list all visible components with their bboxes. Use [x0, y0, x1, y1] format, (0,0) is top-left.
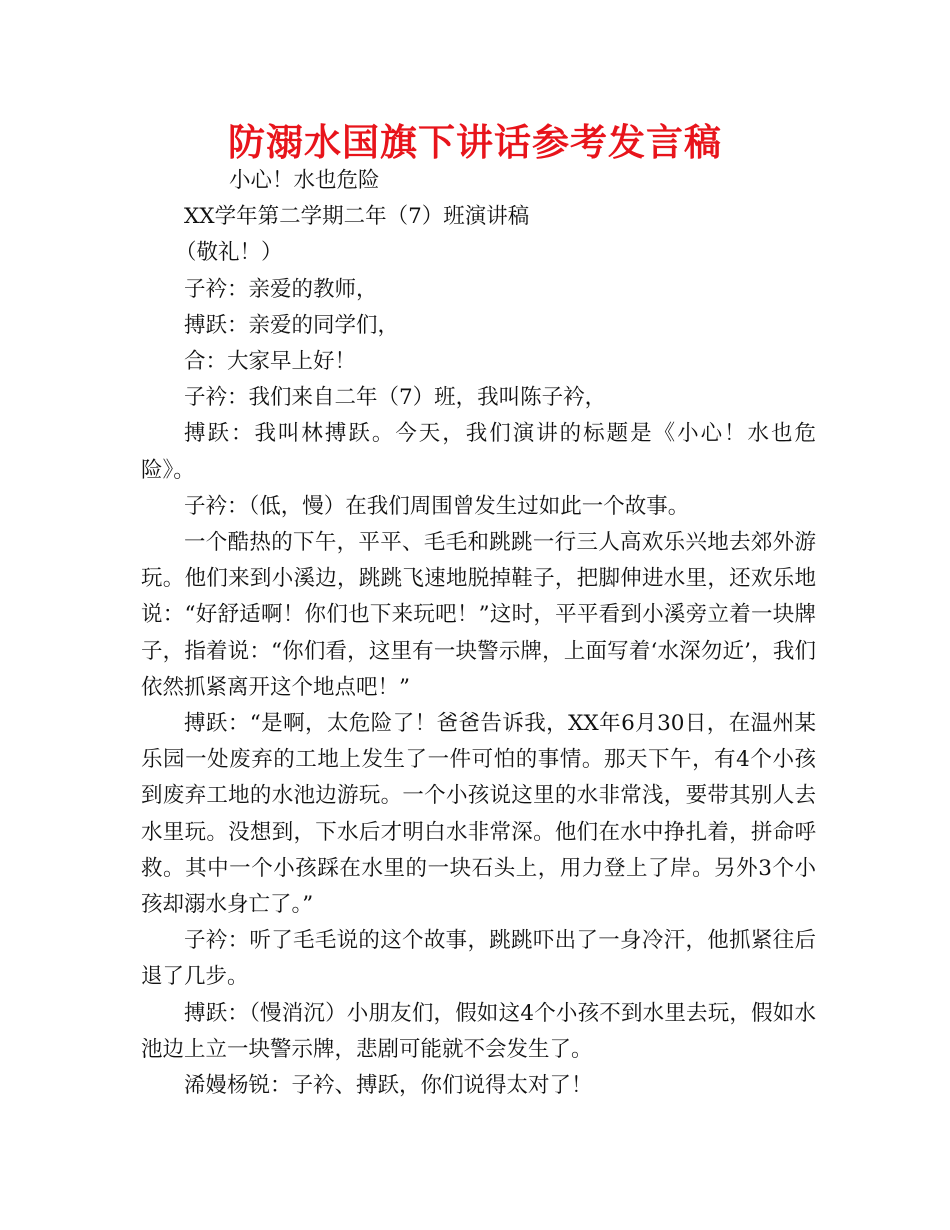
document-body [141, 163, 816, 1104]
dialogue-line: 子衿：（低，慢）在我们周围曾发生过如此一个故事。 [184, 493, 690, 519]
story-paragraph: 一个酷热的下午，平平、毛毛和跳跳一行三人高欢乐兴地去郊外游玩。他们来到小溪边，跳跳飞速地脱掉鞋子，把脚伸进水里，还欢乐地说：“好舒适啊！你们也下来玩吧！”这时，平平看到小溪旁立着一块牌子，指着说：“你们看，这里有一块警示牌，上面写着‘水深勿近’，我们依然抓紧离开这个地点吧！” [141, 530, 816, 700]
dialogue-line: 子衿：我们来自二年（7）班，我叫陈子衿， [184, 385, 607, 411]
stage-direction: （敬礼！） [175, 240, 283, 266]
dialogue-line: 浠嫚杨锐：子衿、搏跃，你们说得太对了！ [184, 1073, 593, 1099]
speech-class-line: XX学年第二学期二年（7）班演讲稿 [184, 204, 530, 230]
dialogue-line: 搏跃：我叫林搏跃。今天，我们演讲的标题是《小心！水也危险》。 [141, 421, 816, 483]
dialogue-line: 搏跃：亲爱的同学们， [184, 312, 400, 338]
speech-subtitle: 小心！水也危险 [229, 168, 380, 193]
dialogue-line: 子衿：亲爱的教师， [184, 276, 378, 302]
dialogue-line: 搏跃：（慢消沉）小朋友们，假如这4个小孩不到水里去玩，假如水池边上立一块警示牌，悲剧可能就不会发生了。 [141, 1000, 816, 1062]
dialogue-line: 子衿：听了毛毛说的这个故事，跳跳吓出了一身冷汗，他抓紧往后退了几步。 [141, 928, 816, 990]
dialogue-line: 合：大家早上好！ [184, 349, 357, 375]
document-title: 防溺水国旗下讲话参考发言稿 [228, 121, 722, 164]
story-paragraph: 搏跃：“是啊，太危险了！爸爸告诉我，XX年6月30日，在温州某乐园一处废弃的工地上发生了一件可怕的事情。那天下午，有4个小孩到废弃工地的水池边游玩。一个小孩说这里的水非常浅，要带其别人去水里玩。没想到，下水后才明白水非常深。他们在水中挣扎着，拼命呼救。其中一个小孩踩在水里的一块石头上，用力登上了岸。另外3个小孩却溺水身亡了。” [141, 711, 816, 918]
